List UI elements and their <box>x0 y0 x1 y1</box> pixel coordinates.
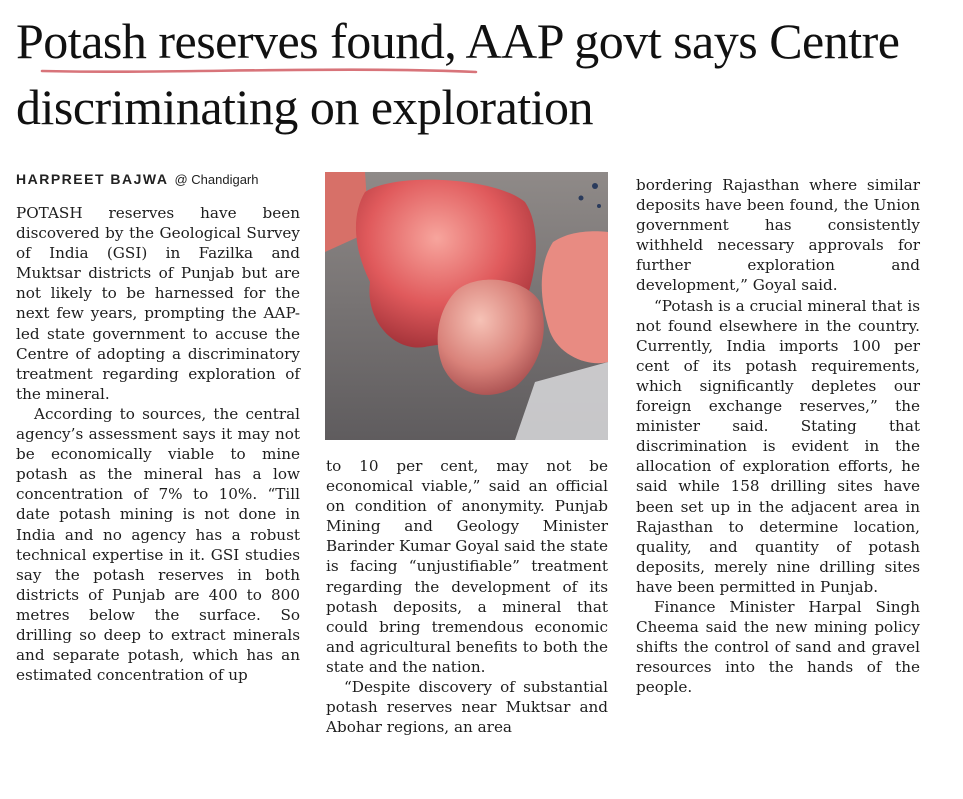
paragraph-5: bordering Rajasthan where similar deposits have been found, the Union government has consistently withheld necessary approvals for further exploration and development,” Goyal said. <box>636 176 920 295</box>
paragraph-7: Finance Minister Harpal Singh Cheema said the new mining policy shifts the control of sand and gravel resources into the hands of the people. <box>636 597 920 697</box>
paragraph-2: According to sources, the central agency’s assessment says it may not be economically viable to mine potash as the mineral has a low concentration of 7% to 10%. “Till date potash mining is not done in India and no agency has a robust technical expertise in it. GSI studies say the potash reserves in both districts of Punjab are 400 to 800 metres below the surface. So drilling so deep to extract minerals and separate potash, which has an estimated concentration of up <box>16 404 300 685</box>
paragraph-6: “Potash is a crucial mineral that is not found elsewhere in the country. Currently, India imports 100 per cent of its potash requirements, which significantly depletes our foreign exchange reserves,” the minister said. Stating that discrimination is evident in the allocation of exploration efforts, he said while 158 drilling sites have been set up in the adjacent area in Rajasthan to determine location, quality, and quantity of potash deposits, merely nine drilling sites have been permitted in Punjab. <box>636 296 920 596</box>
paragraph-1: POTASH reserves have been discovered by the Geological Survey of India (GSI) in Fazilka and Muktsar districts of Punjab but are not likely to be harnessed for the next few years, prompting the AAP-led state government to accuse the Centre of adopting a discriminatory treatment regarding exploration of the mineral. <box>16 204 300 403</box>
byline <box>16 170 316 189</box>
column-2 <box>326 456 608 737</box>
headline: Potash reserves found, AAP govt says Centre discriminating on exploration <box>16 13 900 135</box>
paragraph-3: to 10 per cent, may not be economical viable,” said an official on condition of anonymity. Punjab Mining and Geology Minister Barinder Kumar Goyal said the state is facing “unjustifiable” treatment regarding the development of its potash deposits, a mineral that could bring tremendous economic and agricultural benefits to both the state and the nation. <box>326 457 608 676</box>
column-1 <box>16 203 300 685</box>
underline-annotation <box>40 62 480 78</box>
byline-location: @ Chandigarh <box>174 172 259 187</box>
column-3 <box>636 175 920 697</box>
paragraph-4: “Despite discovery of substantial potash reserves near Muktsar and Abohar regions, an area <box>326 678 608 737</box>
potash-mineral-rocks-icon <box>325 172 608 440</box>
byline-author: HARPREET BAJWA <box>16 171 169 187</box>
article-photo <box>325 172 608 440</box>
